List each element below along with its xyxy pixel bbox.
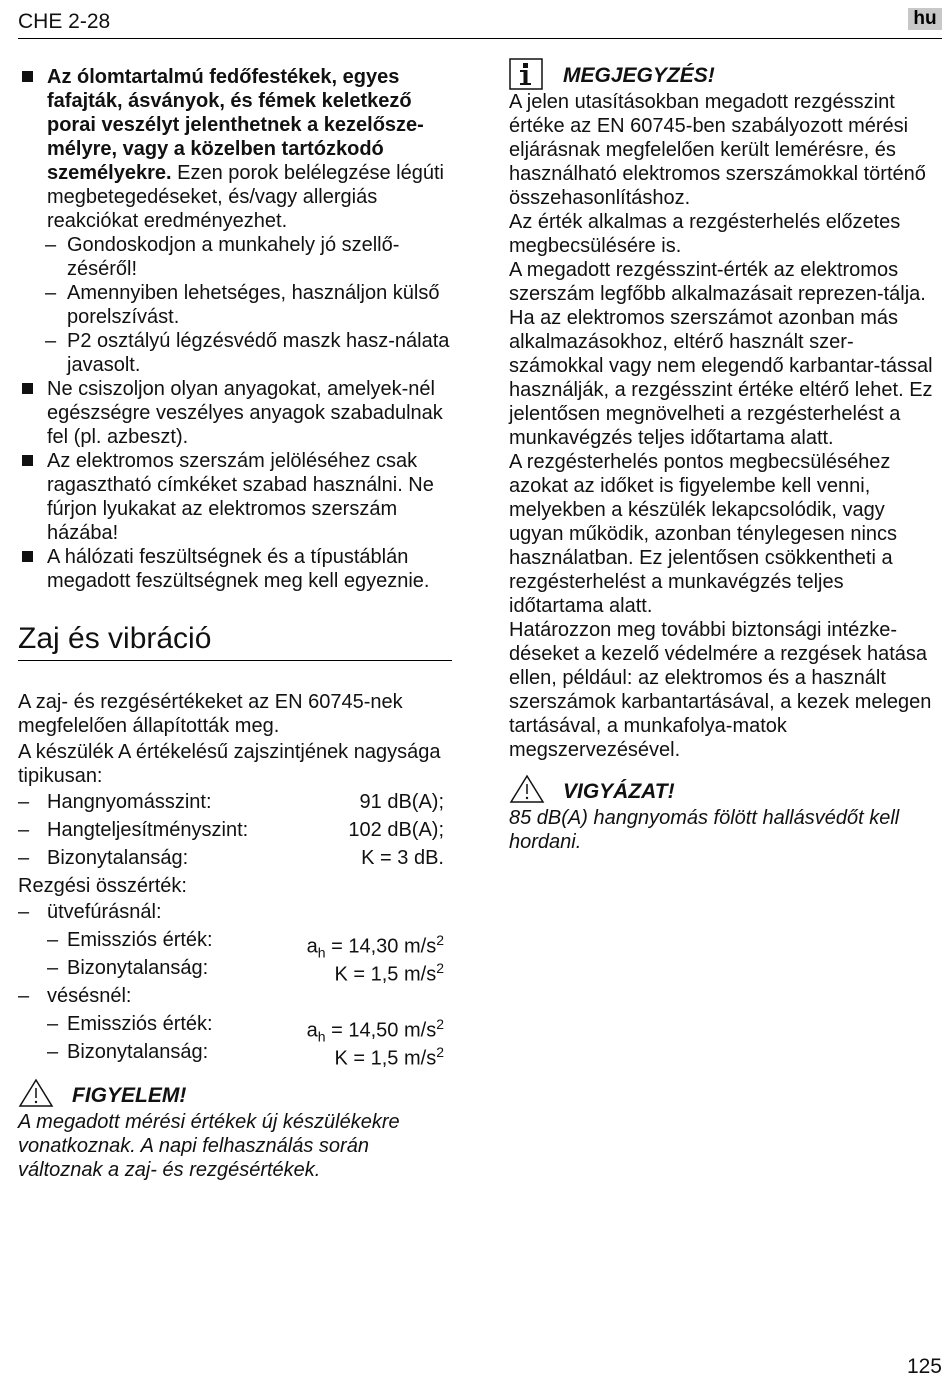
attention-title: FIGYELEM!	[72, 1084, 187, 1107]
language-badge: hu	[908, 8, 942, 30]
header-title: CHE 2-28	[18, 10, 111, 33]
note-paragraph: A jelen utasításokban megadott rezgésszint értéke az EN 60745-ben szabályozott mérési eljárásnak megfelelően került lemérésre, és használható elektromos szerszámokkal történő összehasonlításhoz.	[509, 91, 926, 209]
header-rule	[18, 38, 942, 39]
vibration-uncertainty-row: – Bizonytalanság: K = 1,5 $m/s^2$	[47, 1041, 444, 1070]
noise-row: – Hangnyomásszint: 91 dB(A);	[18, 791, 444, 813]
bullet-labels: Az elektromos szerszám jelöléséhez csak ragasztható címkéket szabad használni. Ne fúrjon lyukakat az elektromos szerszám házába!	[18, 449, 452, 545]
intro-noise: A készülék A értékelésű zajszintjének nagysága tipikusan:	[18, 741, 441, 787]
note-heading	[509, 58, 939, 90]
noise-row: – Hangteljesítményszint: 102 dB(A);	[18, 819, 444, 841]
dash-dust-extraction: – Amennyiben lehetséges, használjon külső porelszívást.	[45, 282, 440, 328]
note-paragraph: A megadott rezgésszint-érték az elektromos szerszám legfőbb alkalmazásait reprezen-tálja. Ha az elektromos szerszámot azonban más alkalmazásokhoz, eltérő használt szer-számokkal vagy nem elegendő karbantar-tással használják, a rezgésszint értéke eltérő lehet. Ez jelentősen megnövelheti a rezgésterhelést a munkavégzés teljes időtartama alatt.	[509, 259, 933, 449]
page-number: 125	[906, 1355, 942, 1378]
attention-text: A megadott mérési értékek új készülékekre vonatkoznak. A napi felhasználás során változnak a zaj- és rezgésértékek.	[18, 1111, 400, 1181]
bullet-dust-hazard-bold: Az ólomtartalmú fedőfestékek, egyes fafajták, ásványok, és fémek keletkező porai veszélyt jelenthetnek a kezelősze-mélyre, vagy a közelben tartózkodó személyekre.	[47, 66, 424, 184]
warning-triangle-icon	[18, 1078, 54, 1108]
vibration-group-title: – ütvefúrásnál:	[18, 901, 162, 923]
dash-mask: – P2 osztályú légzésvédő maszk hasz-nálata javasolt.	[45, 330, 450, 376]
warning-triangle-icon	[509, 774, 545, 804]
left-column	[18, 65, 452, 1182]
attention-heading	[18, 1078, 452, 1110]
note-paragraph: A rezgésterhelés pontos megbecsüléséhez azokat az időket is figyelembe kell venni, melyekben a készülék lekapcsolódik, vagy ugyan működik, azonban ténylegesen nincs használatban. Ez jelentősen csökkentheti a rezgésterhelést a munkavégzés teljes időtartama alatt.	[509, 451, 898, 617]
bullet-asbestos: Ne csiszoljon olyan anyagokat, amelyek-nél egészségre veszélyes anyagok szabadulnak fel (pl. azbeszt).	[18, 377, 452, 449]
right-column	[509, 58, 939, 854]
section-heading: Zaj és vibráció	[18, 622, 452, 661]
note-title: MEGJEGYZÉS!	[563, 64, 715, 87]
bullet-dust-hazard	[18, 65, 452, 233]
noise-row: – Bizonytalanság: K = 3 dB.	[18, 847, 444, 869]
vibration-uncertainty-row: – Bizonytalanság: K = 1,5 $m/s^2$	[47, 957, 444, 986]
vibration-emission-row: – Emissziós érték: $a_h = 14,30$ $m/s^2$	[47, 929, 444, 961]
vibration-emission-row: – Emissziós érték: $a_h = 14,50$ $m/s^2$	[47, 1013, 444, 1045]
dash-ventilation: – Gondoskodjon a munkahely jó szellő-zéséről!	[45, 234, 400, 280]
caution-title: VIGYÁZAT!	[563, 780, 675, 803]
bullet-dust-hazard-text: Ezen porok belélegzése légúti megbetegedéseket, és/vagy allergiás reakciókat eredményezhet.	[47, 162, 444, 232]
info-icon	[509, 58, 543, 90]
intro-standard: A zaj- és rezgésértékeket az EN 60745-nek megfelelően állapították meg.	[18, 691, 403, 737]
caution-heading	[509, 774, 939, 806]
vibration-title: Rezgési összérték:	[18, 875, 187, 897]
caution-text: 85 dB(A) hangnyomás fölött hallásvédőt kell hordani.	[509, 807, 900, 853]
note-paragraph: Az érték alkalmas a rezgésterhelés előzetes megbecsülésére is.	[509, 211, 901, 257]
note-paragraph: Határozzon meg további biztonsági intézke-déseket a kezelő védelmére a rezgések hatása ellen, például: az elektromos és a használt szerszámok karbantartásával, a kezek melegen tartásával, a munkafolya-matok megszervezésével.	[509, 619, 932, 761]
vibration-group-title: – vésésnél:	[18, 985, 132, 1007]
bullet-voltage: A hálózati feszültségnek és a típustáblán megadott feszültségnek meg kell egyeznie.	[18, 545, 452, 593]
